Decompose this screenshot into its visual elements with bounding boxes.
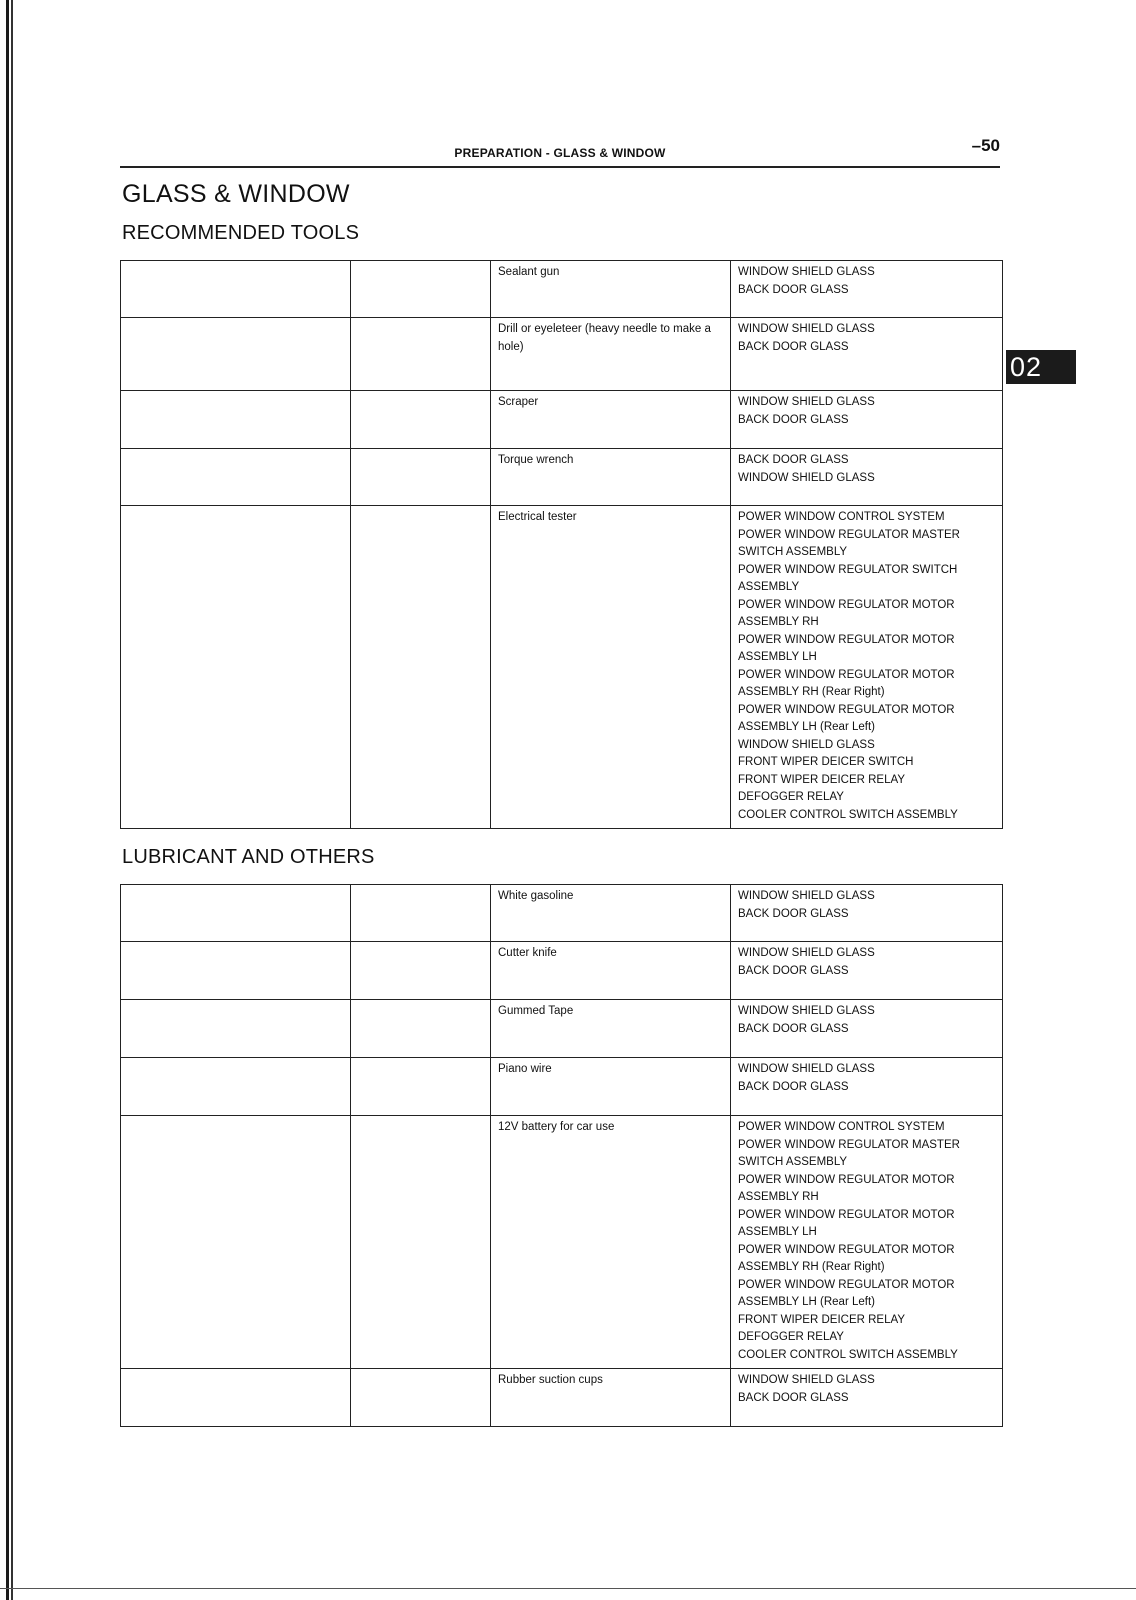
usage-line: WINDOW SHIELD GLASS [738,266,875,278]
illustration-cell [121,1000,351,1058]
usage-line: ASSEMBLY LH [738,1226,817,1238]
usage-line: WINDOW SHIELD GLASS [738,471,875,484]
usage-line: BACK DOOR GLASS [738,1391,849,1404]
usage-line: WINDOW SHIELD GLASS [738,738,875,751]
usage-line: POWER WINDOW CONTROL SYSTEM [738,511,945,523]
table-row [121,1369,1003,1427]
part-number-cell [351,1116,491,1369]
part-number-cell [351,261,491,318]
usage-line: WINDOW SHIELD GLASS [738,890,875,902]
chapter-tab: 02 [1006,350,1076,384]
illustration-cell [121,1369,351,1427]
tool-name-cell: Gummed Tape [491,1000,731,1058]
part-number-cell [351,1058,491,1116]
usage-line: POWER WINDOW REGULATOR MOTOR [738,598,955,611]
table-row [121,1000,1003,1058]
illustration-cell [121,1058,351,1116]
page-header [120,128,1000,168]
illustration-cell [121,506,351,829]
usage-line: WINDOW SHIELD GLASS [738,1063,875,1075]
usage-line: ASSEMBLY RH [738,616,819,628]
usage-line: COOLER CONTROL SWITCH ASSEMBLY [738,1348,958,1361]
part-number-cell [351,391,491,449]
lubricant-table [120,884,1003,1427]
usage-line: BACK DOOR GLASS [738,1080,849,1093]
tool-name-cell: Sealant gun [491,261,731,318]
usage-line: DEFOGGER RELAY [738,1331,844,1343]
lubricant-title: LUBRICANT AND OTHERS [122,846,375,868]
usage-line: POWER WINDOW REGULATOR MASTER [738,1138,960,1151]
usage-line: WINDOW SHIELD GLASS [738,396,875,408]
usage-line: POWER WINDOW REGULATOR MOTOR [738,1208,955,1221]
usage-line: COOLER CONTROL SWITCH ASSEMBLY [738,808,958,821]
page-number: –50 [971,136,1000,155]
usage-line: ASSEMBLY LH (Rear Left) [738,1296,875,1308]
usage-line: POWER WINDOW REGULATOR MOTOR [738,703,955,716]
table-row [121,942,1003,1000]
usage-line: FRONT WIPER DEICER SWITCH [738,756,914,768]
footer-rule [0,1588,1136,1589]
recommended-tools-table [120,260,1003,829]
usage-cell [731,942,1003,1000]
illustration-cell [121,261,351,318]
usage-cell [731,1116,1003,1369]
table-row [121,391,1003,449]
usage-line: BACK DOOR GLASS [738,1022,849,1035]
tool-name-cell: Electrical tester [491,506,731,829]
usage-cell [731,449,1003,506]
usage-line: BACK DOOR GLASS [738,964,849,977]
usage-line: POWER WINDOW REGULATOR MOTOR [738,1173,955,1186]
usage-line: ASSEMBLY RH [738,1191,819,1203]
binding-edge [6,0,9,1600]
usage-line: SWITCH ASSEMBLY [738,546,848,558]
usage-line: DEFOGGER RELAY [738,791,844,803]
usage-line: BACK DOOR GLASS [738,340,849,353]
illustration-cell [121,942,351,1000]
part-number-cell [351,1369,491,1427]
usage-cell [731,391,1003,449]
table-row [121,318,1003,391]
usage-line: BACK DOOR GLASS [738,413,849,426]
tool-name-cell: White gasoline [491,885,731,942]
usage-line: WINDOW SHIELD GLASS [738,1374,875,1386]
usage-line: WINDOW SHIELD GLASS [738,323,875,335]
part-number-cell [351,942,491,1000]
usage-cell [731,261,1003,318]
tool-name-cell: Drill or eyeleteer (heavy needle to make a hole) [491,318,731,391]
tool-name-cell: 12V battery for car use [491,1116,731,1369]
table-row [121,261,1003,318]
usage-line: BACK DOOR GLASS [738,907,849,920]
tool-name-cell: Piano wire [491,1058,731,1116]
usage-line: POWER WINDOW REGULATOR MOTOR [738,1243,955,1256]
usage-line: ASSEMBLY LH (Rear Left) [738,721,875,733]
usage-cell [731,1369,1003,1427]
part-number-cell [351,506,491,829]
part-number-cell [351,318,491,391]
usage-line: POWER WINDOW REGULATOR MOTOR [738,633,955,646]
usage-cell [731,885,1003,942]
table-row [121,885,1003,942]
usage-line: WINDOW SHIELD GLASS [738,947,875,959]
illustration-cell [121,1116,351,1369]
usage-line: SWITCH ASSEMBLY [738,1156,848,1168]
usage-line: ASSEMBLY RH (Rear Right) [738,1261,885,1273]
usage-line: FRONT WIPER DEICER RELAY [738,1313,905,1326]
usage-line: ASSEMBLY LH [738,651,817,663]
recommended-tools-title: RECOMMENDED TOOLS [122,222,360,244]
usage-line: WINDOW SHIELD GLASS [738,1005,875,1017]
header-title: PREPARATION - GLASS & WINDOW [454,146,666,160]
usage-cell [731,1058,1003,1116]
tool-name-cell: Torque wrench [491,449,731,506]
usage-line: POWER WINDOW REGULATOR MASTER [738,528,960,541]
table-row [121,1116,1003,1369]
illustration-cell [121,318,351,391]
usage-line: BACK DOOR GLASS [738,454,849,466]
part-number-cell [351,1000,491,1058]
usage-cell [731,506,1003,829]
usage-line: POWER WINDOW CONTROL SYSTEM [738,1121,945,1133]
usage-line: POWER WINDOW REGULATOR MOTOR [738,668,955,681]
illustration-cell [121,449,351,506]
usage-line: BACK DOOR GLASS [738,283,849,296]
usage-line: POWER WINDOW REGULATOR SWITCH [738,563,958,576]
part-number-cell [351,449,491,506]
usage-cell [731,318,1003,391]
table-row [121,506,1003,829]
illustration-cell [121,391,351,449]
binding-edge-inner [11,0,13,1600]
usage-line: FRONT WIPER DEICER RELAY [738,773,905,786]
table-row [121,1058,1003,1116]
illustration-cell [121,885,351,942]
usage-line: ASSEMBLY [738,581,800,593]
usage-cell [731,1000,1003,1058]
table-row [121,449,1003,506]
usage-line: ASSEMBLY RH (Rear Right) [738,686,885,698]
tool-name-cell: Cutter knife [491,942,731,1000]
tool-name-cell: Rubber suction cups [491,1369,731,1427]
usage-line: POWER WINDOW REGULATOR MOTOR [738,1278,955,1291]
tool-name-cell: Scraper [491,391,731,449]
section-title: GLASS & WINDOW [122,180,350,208]
part-number-cell [351,885,491,942]
